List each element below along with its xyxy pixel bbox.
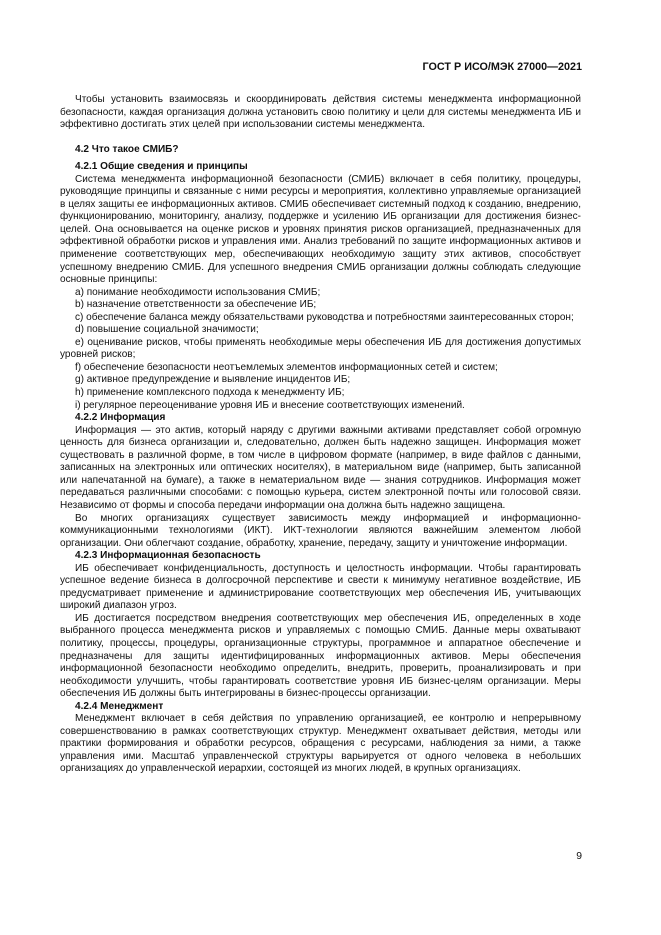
paragraph-4-2-3-b: ИБ достигается посредством внедрения соответствующих мер обеспечения ИБ, определенных в ходе выбранного процесса менеджмента рисков и управляемых с помощью СМИБ. Данные меры охватывают политику, процессы, процедуры, организационные структуры, программное и аппаратное обеспечение и предназначены для защиты идентифицированных информационных активов. Меры обеспечения информационной безопасности необходимо определить, внедрить, проверить, проанализировать и при необходимости улучшить, чтобы гарантировать соответствие уровня ИБ бизнес-целям организации. Меры обеспечения ИБ должны быть интегрированы в бизнес-процессы организации. xyxy=(60,612,581,700)
subsection-heading-4-2-2: 4.2.2 Информация xyxy=(75,412,166,424)
paragraph-4-2-2-b: Во многих организациях существует зависимость между информацией и информационно-коммуникационными технологиями (ИКТ). ИКТ-технологии являются важнейшим элементом любой организации. Они облегчают создание, обработку, хранение, передачу, защиту и уничтожение информации. xyxy=(60,512,581,549)
list-item: b) назначение ответственности за обеспечение ИБ; xyxy=(75,299,317,311)
subsection-heading-4-2-1: 4.2.1 Общие сведения и принципы xyxy=(75,161,248,173)
subsection-heading-4-2-4: 4.2.4 Менеджмент xyxy=(75,700,164,712)
section-heading-4-2: 4.2 Что такое СМИБ? xyxy=(75,143,179,155)
page-number: 9 xyxy=(576,851,582,862)
principles-list xyxy=(60,287,581,412)
paragraph-4-2-3-a: ИБ обеспечивает конфиденциальность, доступность и целостность информации. Чтобы гарантировать успешное ведение бизнеса в долгосрочной перспективе и свести к минимуму негативное воздействие, ИБ предусматривает применение и администрирование соответствующих мер обеспечения ИБ, учитывающих широкий диапазон угроз. xyxy=(60,562,581,612)
standard-header: ГОСТ Р ИСО/МЭК 27000—2021 xyxy=(422,61,582,73)
paragraph-4-2-2-a: Информация — это актив, который наряду с другими важными активами представляет собой огромную ценность для бизнеса организации и, следовательно, должен быть надежно защищен. Информация может существовать в различной форме, в том числе в цифровом формате (например, в виде файлов с данными, записанных на электронных или оптических носителях), в материальном виде (например, быть записанной или напечатанной на бумаге), а также в нематериальном виде — знания сотрудников. Информация может передаваться различными способами: с помощью курьера, систем электронной почты или голосовой связи. Независимо от формы и способа передачи информации она должна быть надежно защищена. xyxy=(60,424,581,511)
document-body xyxy=(60,94,581,776)
list-item: f) обеспечение безопасности неотъемлемых элементов информационных сетей и систем; xyxy=(75,361,498,373)
paragraph-4-2-1: Система менеджмента информационной безопасности (СМИБ) включает в себя политику, процедуры, руководящие принципы и связанные с ними ресурсы и мероприятия, коллективно управляемые организацией в целях защиты ее информационных активов. СМИБ обеспечивает системный подход к созданию, внедрению, функционированию, мониторингу, анализу, поддержке и усилению ИБ организации для достижения бизнес-целей. Она основывается на оценке рисков и уровнях принятия рисков организацией, предназначенных для эффективной обработки рисков и управления ими. Анализ требований по защите информационных активов и применение соответствующих мер, обеспечивающих необходимую защиту этих активов, способствует успешному внедрению СМИБ. Для успешного внедрения СМИБ организации должны соблюдать следующие основные принципы: xyxy=(60,173,581,286)
paragraph-4-2-4: Менеджмент включает в себя действия по управлению организацией, ее контролю и непрерывному совершенствованию в рамках соответствующих структур. Менеджмент охватывает действия, методы или практики формирования и обработки ресурсов, обращения с ресурсами, наблюдения за ними, а также управления ими. Масштаб управленческой структуры варьируется от одного человека в небольших организациях до управленческой иерархии, состоящей из многих людей, в крупных организациях. xyxy=(60,713,581,775)
list-item: c) обеспечение баланса между обязательствами руководства и потребностями заинтересованных сторон; xyxy=(75,311,574,323)
list-item: a) понимание необходимости использования СМИБ; xyxy=(75,286,321,298)
list-item: e) оценивание рисков, чтобы применять необходимые меры обеспечения ИБ для достижения допустимых уровней рисков; xyxy=(60,336,581,361)
list-item: h) применение комплексного подхода к менеджменту ИБ; xyxy=(75,387,345,399)
list-item: i) регулярное переоценивание уровня ИБ и внесение соответствующих изменений. xyxy=(75,399,465,411)
list-item: d) повышение социальной значимости; xyxy=(75,324,259,336)
intro-paragraph: Чтобы установить взаимосвязь и скоординировать действия системы менеджмента информационной безопасности, каждая организация должна установить свою политику и цели для системы менеджмента ИБ и эффективно достигать этих целей при использовании системы менеджмента. xyxy=(60,94,581,131)
subsection-heading-4-2-3: 4.2.3 Информационная безопасность xyxy=(75,550,261,562)
list-item: g) активное предупреждение и выявление инцидентов ИБ; xyxy=(75,374,351,386)
